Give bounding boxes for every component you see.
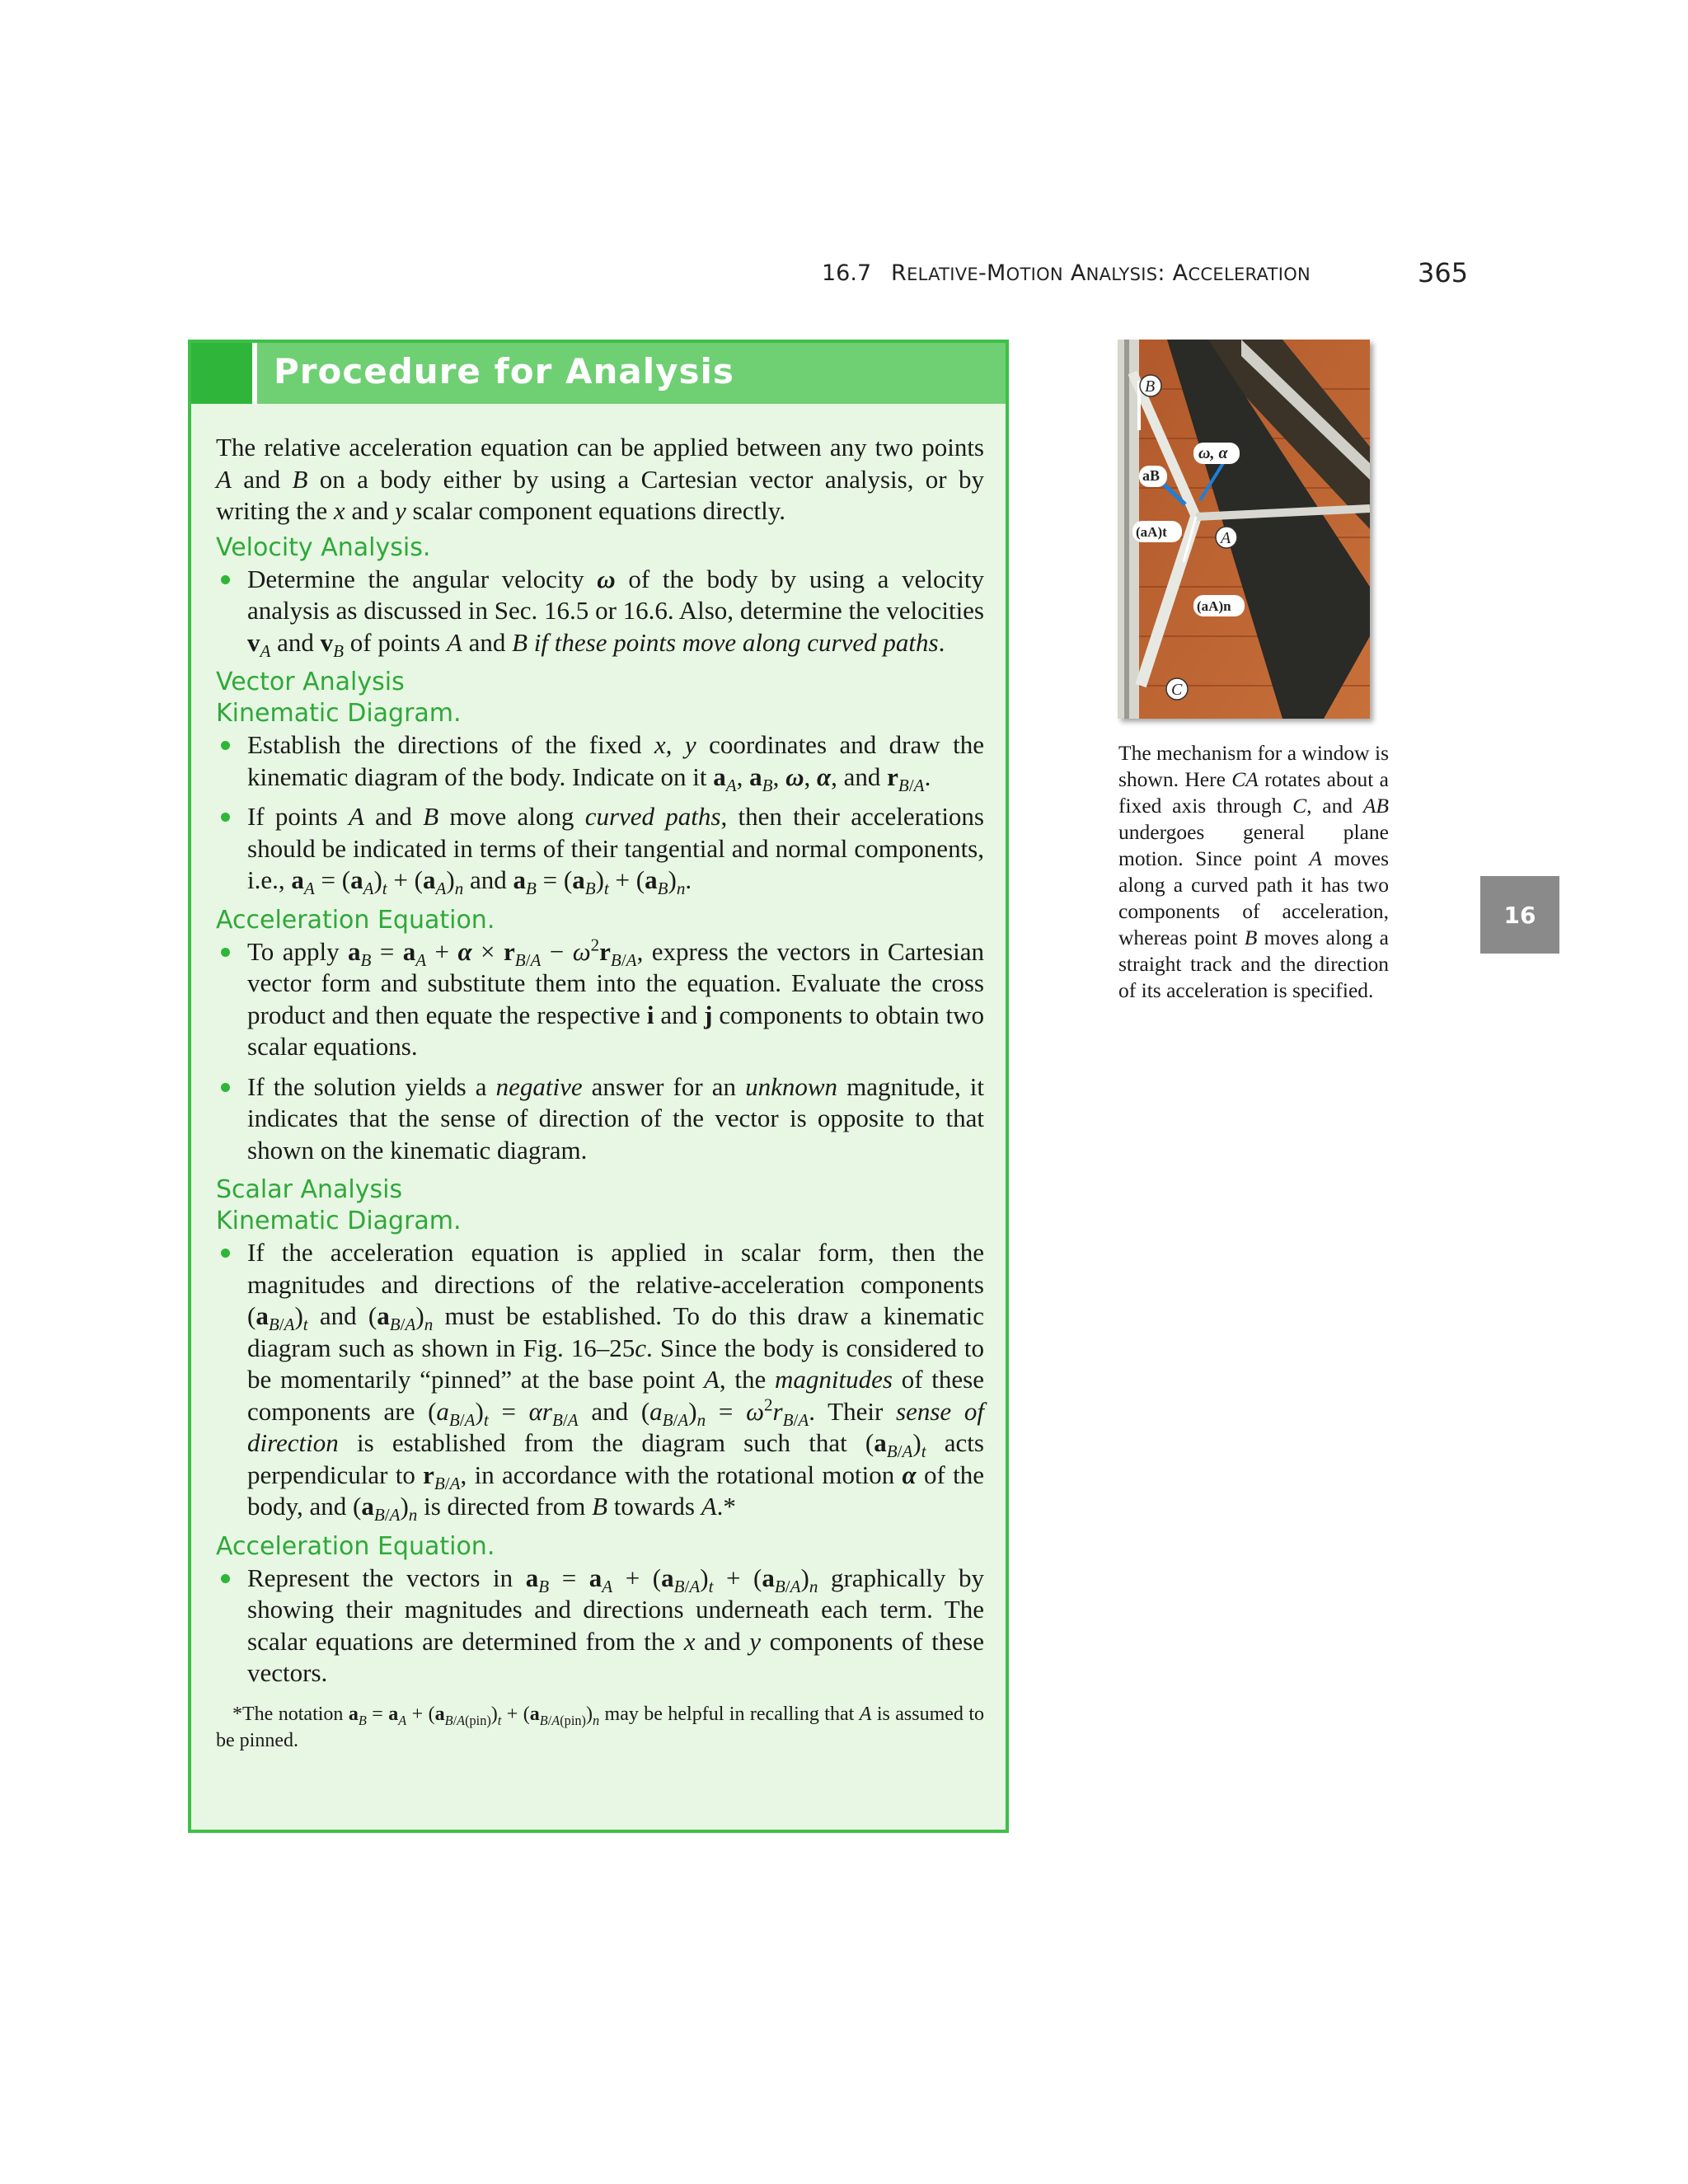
omega-alpha-label: ω, α <box>1198 444 1228 462</box>
photo-caption: The mechanism for a window is shown. Here CA rotates about a fixed axis through C, and AB undergoes general plane motion. Since point A moves along a curved path it has two components of acceleration, whereas point B moves along a straight track and the direction of its acceleration is specified. <box>1118 741 1390 1002</box>
section-title: RELATIVE-MOTION ANALYSIS: ACCELERATION <box>891 260 1311 286</box>
heading-scalar-analysis: Scalar Analysis <box>216 1175 403 1204</box>
intro-paragraph: The relative acceleration equation can be applied between any two points A and B on a body either by using a Cartesian vector analysis, or by writing the x and y scalar component equations directly. <box>216 433 984 525</box>
list-item: To apply $a_B = a_A + \alpha \times r_{B/A} - \omega^2r_{B/A}$, express the vectors in Cartesian vector form and substitute them into the equation. Evaluate the cross product and then equate the respective i and j components to obtain two scalar equations. <box>216 936 984 1063</box>
page-number: 365 <box>1418 257 1469 288</box>
chapter-tab: 16 <box>1480 876 1559 954</box>
list-item: Determine the angular velocity ω of the body by using a velocity analysis as discussed in Sec. 16.5 or 16.6. Also, determine the velocities $v_A$ and $v_B$ of points A and B if these points move along curved paths. <box>216 564 984 659</box>
ab-label: aB <box>1142 467 1160 484</box>
scalar-acceleration-list <box>216 1563 984 1690</box>
list-item: If the solution yields a negative answer for an unknown magnitude, it indicates that the sense of direction of the vector is opposite to that shown on the kinematic diagram. <box>216 1071 984 1167</box>
point-a-label: A <box>1221 529 1231 547</box>
aat-label: (aA)t <box>1136 524 1167 540</box>
procedure-title: Procedure for Analysis <box>274 351 734 391</box>
heading-vector-analysis: Vector Analysis <box>216 668 405 696</box>
bullet-icon <box>221 1249 230 1258</box>
section-number: 16.7 <box>822 260 872 286</box>
kinematic-list <box>216 729 984 897</box>
procedure-content <box>216 432 984 1754</box>
bullet-icon <box>221 575 230 584</box>
point-b-label: B <box>1145 377 1156 396</box>
list-item: Represent the vectors in $a_B = a_A + (a_{B/A})_t + (a_{B/A})_n$ graphically by showing their magnitudes and directions underneath each term. The scalar equations are determined from the x and y components of these vectors. <box>216 1563 984 1690</box>
acceleration-list <box>216 936 984 1167</box>
photo-illustration <box>1118 340 1370 719</box>
track-groove <box>1124 340 1129 719</box>
heading-scalar-kinematic-diagram: Kinematic Diagram. <box>216 1207 462 1235</box>
scalar-list <box>216 1237 985 1526</box>
footnote: *The notation $a_B = a_A + (a_{B/A(pin)})_t + (a_{B/A(pin)})_n$ may be helpful in recalling that A is assumed to be pinned. <box>216 1703 985 1751</box>
heading-kinematic-diagram: Kinematic Diagram. <box>216 699 462 728</box>
aan-label: (aA)n <box>1197 598 1231 614</box>
running-header <box>0 257 1688 290</box>
heading-scalar-acceleration-equation: Acceleration Equation. <box>216 1531 495 1561</box>
procedure-title-bar <box>191 343 1006 404</box>
list-item: If points A and B move along curved paths, then their accelerations should be indicated in terms of their tangential and normal components, i.e., $a_A = (a_A)_t + (a_A)_n$ and $a_B = (a_B)_t + (a_B)_n$. <box>216 801 984 897</box>
bullet-icon <box>221 948 230 957</box>
procedure-box <box>188 340 1009 1833</box>
bullet-icon <box>221 1083 230 1092</box>
heading-acceleration-equation: Acceleration Equation. <box>216 905 495 935</box>
heading-velocity-analysis: Velocity Analysis. <box>216 532 431 562</box>
bullet-icon <box>221 1574 230 1583</box>
bullet-icon <box>221 741 230 750</box>
list-item: Establish the directions of the fixed x, y coordinates and draw the kinematic diagram of the body. Indicate on it $a_A$, $a_B$, ω, α, and $r_{B/A}$. <box>216 729 984 793</box>
bullet-icon <box>221 813 230 822</box>
list-item: If the acceleration equation is applied in scalar form, then the magnitudes and directions of the relative-acceleration components $(a_{B/A})_t$ and $(a_{B/A})_n$ must be established. To do this draw a kinematic diagram such as shown in Fig. 16–25c. Since the body is considered to be momentarily “pinned” at the base point A, the magnitudes of these components are $(a_{B/A})_t = \alpha r_{B/A}$ and $(a_{B/A})_n = \omega^2r_{B/A}$. Their sense of direction is established from the diagram such that $(a_{B/A})_t$ acts perpendicular to $r_{B/A}$, in accordance with the rotational motion α of the body, and $(a_{B/A})_n$ is directed from B towards A.* <box>216 1237 984 1523</box>
point-c-label: C <box>1171 681 1183 699</box>
window-mechanism-photo <box>1118 340 1370 719</box>
title-tab-accent <box>191 343 257 404</box>
velocity-list <box>216 564 984 659</box>
